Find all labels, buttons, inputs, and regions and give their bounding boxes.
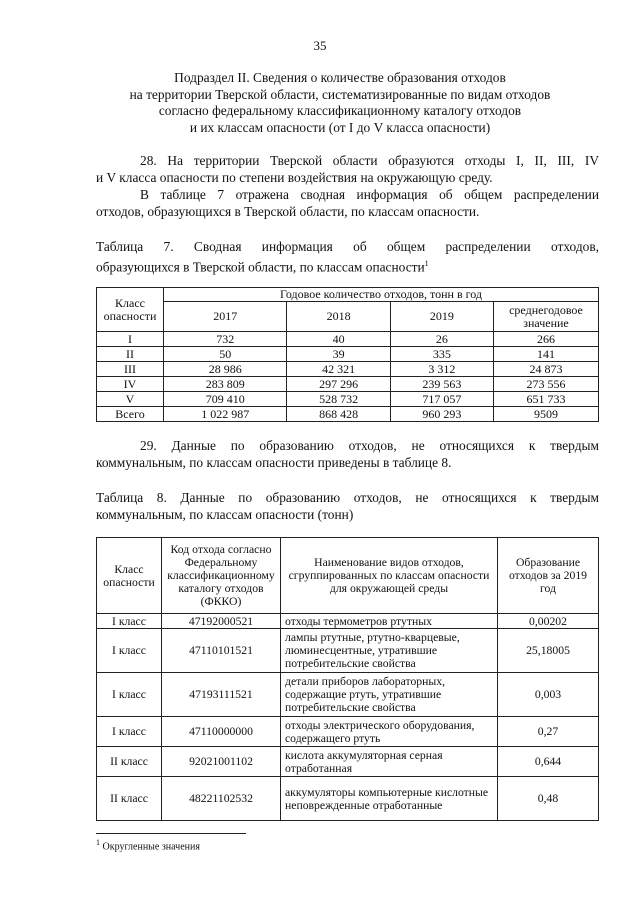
table-row <box>97 777 599 821</box>
table-cell: 273 556 <box>494 377 599 392</box>
table-cell: 0,48 <box>498 777 599 821</box>
table-cell: 283 809 <box>164 377 287 392</box>
table-cell: I класс <box>97 673 162 717</box>
table-header: 2018 <box>287 302 390 332</box>
table-cell: I класс <box>97 629 162 673</box>
table-row <box>97 332 599 347</box>
paragraph-line: коммунальным, по классам опасности приведены в таблице 8. <box>96 455 452 470</box>
table-cell: лампы ртутные, ртутно-кварцевые, люминесцентные, утратившие потребительские свойства <box>281 629 498 673</box>
table-cell: II класс <box>97 747 162 777</box>
table-row <box>97 377 599 392</box>
table-cell: 239 563 <box>390 377 493 392</box>
caption-line: Таблица 7. Сводная информация об общем распределении отходов, <box>96 239 599 254</box>
paragraph-line: В таблице 7 отражена сводная информация об общем распределении <box>140 187 599 202</box>
table-cell: 732 <box>164 332 287 347</box>
table-cell: 47193111521 <box>162 673 281 717</box>
table-cell: 39 <box>287 347 390 362</box>
footnote-mark: 1 <box>96 838 100 847</box>
table-row <box>97 717 599 747</box>
table-header: Класс опасности <box>97 538 162 614</box>
table-row <box>97 392 599 407</box>
table-cell: детали приборов лабораторных, содержащие ртуть, утратившие потребительские свойства <box>281 673 498 717</box>
table-cell: I <box>97 332 164 347</box>
table-row <box>97 673 599 717</box>
table-cell: 0,644 <box>498 747 599 777</box>
table-header: 2019 <box>390 302 493 332</box>
table-cell: 651 733 <box>494 392 599 407</box>
table-header: Код отхода согласно Федеральному классификационному каталогу отходов (ФККО) <box>162 538 281 614</box>
table-cell: 47110101521 <box>162 629 281 673</box>
table-cell: 9509 <box>494 407 599 422</box>
table-cell: 3 312 <box>390 362 493 377</box>
footnote-mark: 1 <box>424 259 429 268</box>
table-7 <box>96 287 599 422</box>
table-header: Образование отходов за 2019 год <box>498 538 599 614</box>
caption-line: коммунальным, по классам опасности (тонн) <box>96 507 354 522</box>
table-cell: кислота аккумуляторная серная отработанная <box>281 747 498 777</box>
table-row <box>97 614 599 629</box>
page-number: 35 <box>313 38 327 53</box>
table-cell: 48221102532 <box>162 777 281 821</box>
table-cell: 50 <box>164 347 287 362</box>
table-cell: аккумуляторы компьютерные кислотные неповрежденные отработанные <box>281 777 498 821</box>
heading-line: на территории Тверской области, систематизированные по видам отходов <box>129 86 551 102</box>
table-cell: 0,27 <box>498 717 599 747</box>
paragraph-29 <box>96 437 599 471</box>
table-cell: 1 022 987 <box>164 407 287 422</box>
table-8 <box>96 537 599 821</box>
table-cell: 0,00202 <box>498 614 599 629</box>
table-row <box>97 629 599 673</box>
section-heading <box>60 70 620 136</box>
paragraph-line: 29. Данные по образованию отходов, не относящихся к твердым <box>140 438 599 453</box>
table-cell: 960 293 <box>390 407 493 422</box>
table-cell: 335 <box>390 347 493 362</box>
paragraph-line: 28. На территории Тверской области образуются отходы I, II, III, IV <box>140 153 599 168</box>
table-cell: 40 <box>287 332 390 347</box>
table-cell: II класс <box>97 777 162 821</box>
table-row <box>97 347 599 362</box>
table-cell: 709 410 <box>164 392 287 407</box>
paragraph-line: отходов, образующихся в Тверской области, по классам опасности. <box>96 204 480 219</box>
table7-caption <box>96 238 599 275</box>
table-cell: 266 <box>494 332 599 347</box>
table-cell: 717 057 <box>390 392 493 407</box>
table-header: Наименование видов отходов, сгруппированных по классам опасности для окружающей среды <box>281 538 498 614</box>
table-cell: 47192000521 <box>162 614 281 629</box>
table-cell: II <box>97 347 164 362</box>
table-cell: 528 732 <box>287 392 390 407</box>
table-cell: IV <box>97 377 164 392</box>
table-cell: отходы электрического оборудования, содержащего ртуть <box>281 717 498 747</box>
table-header: Класс опасности <box>97 288 164 332</box>
table-cell: 92021001102 <box>162 747 281 777</box>
table-cell: 24 873 <box>494 362 599 377</box>
heading-line: согласно федеральному классификационному каталогу отходов <box>158 103 522 118</box>
paragraph-28 <box>96 152 599 220</box>
table-header: среднегодовое значение <box>494 302 599 332</box>
table-cell: 868 428 <box>287 407 390 422</box>
table8-caption <box>96 489 599 523</box>
table-cell: 0,003 <box>498 673 599 717</box>
table-header: 2017 <box>164 302 287 332</box>
footnote: $^1$ Округленные значения <box>96 838 200 853</box>
paragraph-line: и V класса опасности по степени воздействия на окружающую среду. <box>96 170 493 185</box>
table-cell: 28 986 <box>164 362 287 377</box>
table-cell: 141 <box>494 347 599 362</box>
table-cell: отходы термометров ртутных <box>281 614 498 629</box>
table-cell: 42 321 <box>287 362 390 377</box>
table-cell: Всего <box>97 407 164 422</box>
table-row <box>97 362 599 377</box>
heading-line: и их классам опасности (от I до V класса опасности) <box>189 119 491 135</box>
table-cell: 297 296 <box>287 377 390 392</box>
table-cell: I класс <box>97 717 162 747</box>
table-cell: 47110000000 <box>162 717 281 747</box>
table-row <box>97 747 599 777</box>
footnote-divider <box>96 833 246 834</box>
table-header: Годовое количество отходов, тонн в год <box>164 288 599 302</box>
caption-line: образующихся в Тверской области, по классам опасности$^1$ <box>96 259 429 275</box>
table-cell: V <box>97 392 164 407</box>
table-cell: I класс <box>97 614 162 629</box>
table-cell: 25,18005 <box>498 629 599 673</box>
heading-line: Подраздел II. Сведения о количестве образования отходов <box>174 70 506 85</box>
table-cell: 26 <box>390 332 493 347</box>
table-cell: III <box>97 362 164 377</box>
table-row <box>97 407 599 422</box>
caption-line: Таблица 8. Данные по образованию отходов, не относящихся к твердым <box>96 490 599 505</box>
